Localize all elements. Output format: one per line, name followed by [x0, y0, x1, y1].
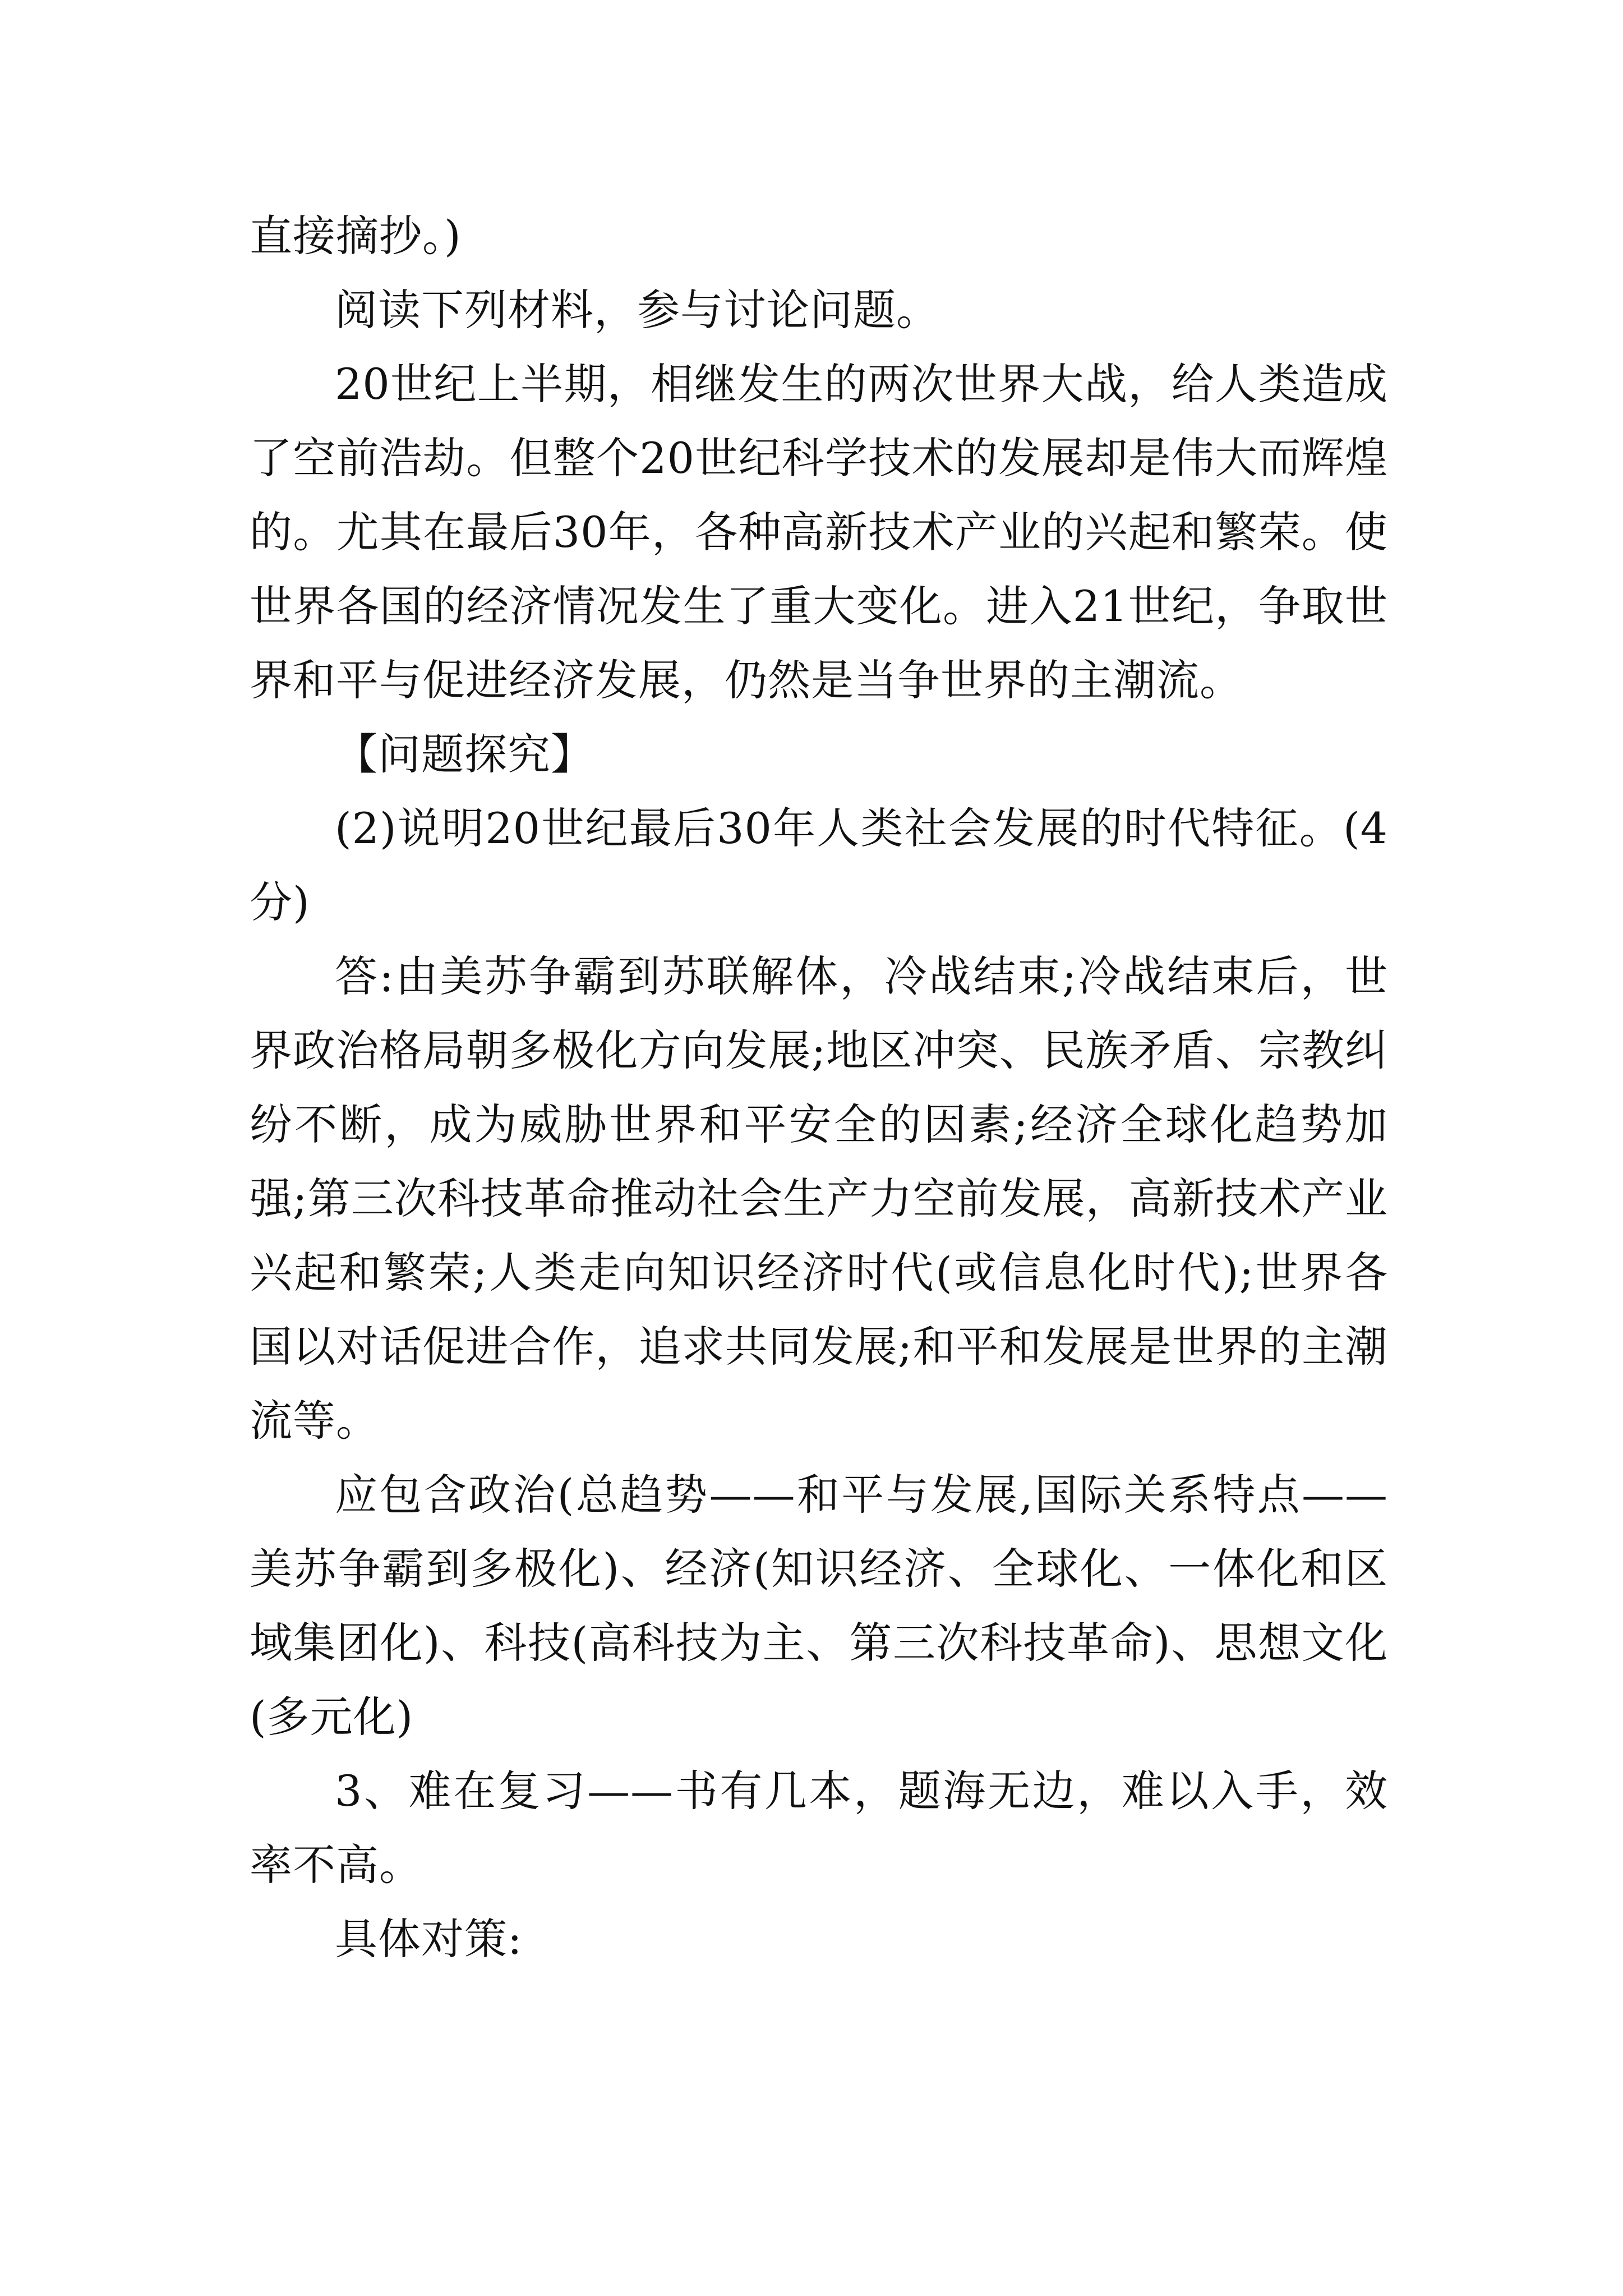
section-heading: 【问题探究】 [335, 729, 594, 779]
paragraph-continuation: 直接摘抄。) [250, 211, 462, 261]
paragraph-material: 20世纪上半期，相继发生的两次世界大战，给人类造成了空前浩劫。但整个20世纪科学技术的发展却是伟大而辉煌的。尤其在最后30年，各种高新技术产业的兴起和繁荣。使世界各国的经济情况发生了重大变化。进入21世纪，争取世界和平与促进经济发展，仍然是当争世界的主潮流。 [250, 359, 1388, 705]
document-body [250, 199, 1388, 1976]
question-text: (2)说明20世纪最后30年人类社会发展的时代特征。(4分) [250, 803, 1388, 927]
strategy-heading: 具体对策: [335, 1914, 523, 1964]
answer-text: 答:由美苏争霸到苏联解体，冷战结束;冷战结束后，世界政治格局朝多极化方向发展;地区冲突、民族矛盾、宗教纠纷不断，成为威胁世界和平安全的因素;经济全球化趋势加强;第三次科技革命推动社会生产力空前发展，高新技术产业兴起和繁荣;人类走向知识经济时代(或信息化时代);世界各国以对话促进合作，追求共同发展;和平和发展是世界的主潮流等。 [250, 951, 1388, 1446]
paragraph-instruction: 阅读下列材料，参与讨论问题。 [335, 285, 939, 335]
difficulty-item: 3、难在复习——书有几本，题海无边，难以入手，效率不高。 [250, 1766, 1388, 1890]
answer-notes: 应包含政治(总趋势——和平与发展,国际关系特点——美苏争霸到多极化)、经济(知识经济、全球化、一体化和区域集团化)、科技(高科技为主、第三次科技革命)、思想文化(多元化) [250, 1470, 1388, 1742]
